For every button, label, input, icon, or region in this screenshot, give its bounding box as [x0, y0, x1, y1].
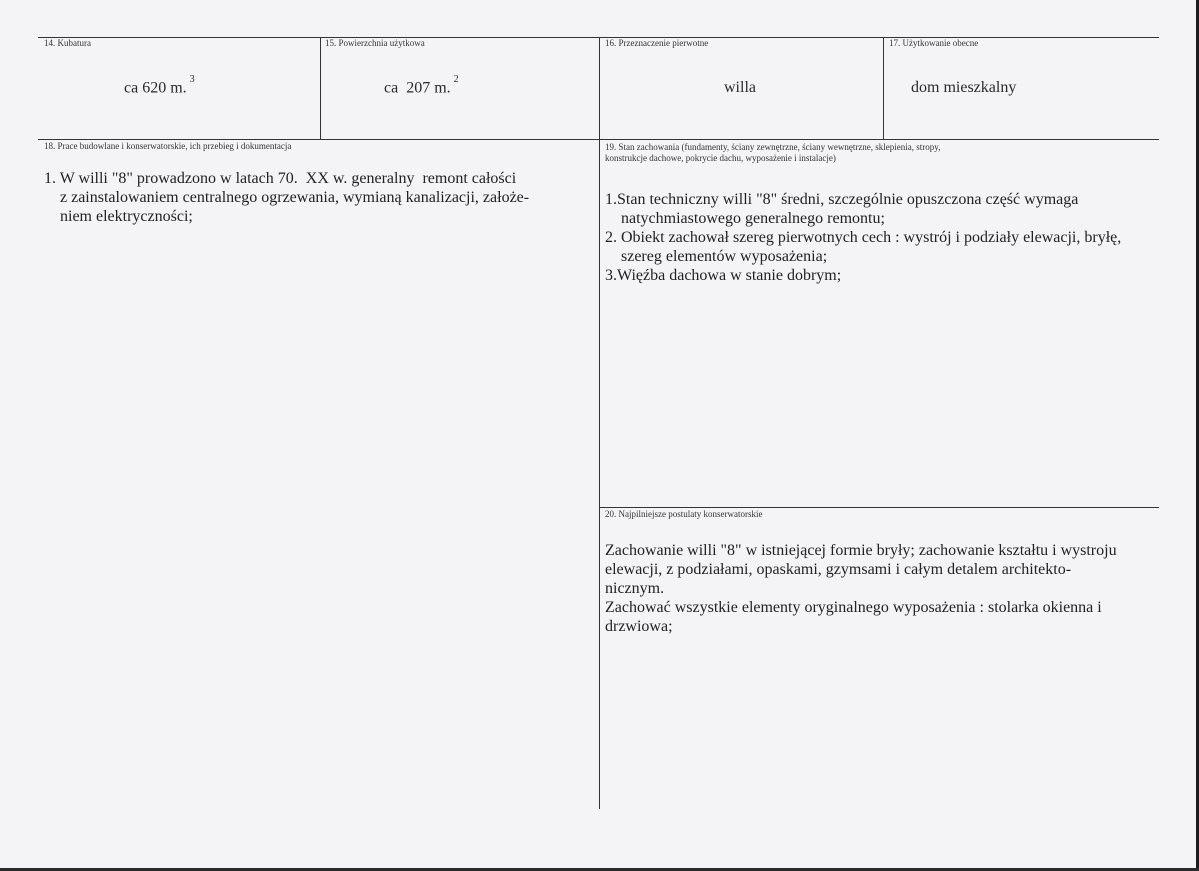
field-19-line: szereg elementów wyposażenia; [621, 248, 828, 265]
field-20-text [605, 541, 1117, 636]
field-20-line: Zachowanie willi "8" w istniejącej formie bryły; zachowanie kształtu i wystroju [605, 542, 1117, 559]
field-17-value: dom mieszkalny [911, 79, 1017, 96]
field-16-value: willa [724, 79, 756, 96]
field-14-value-text: ca 620 m. [124, 79, 187, 97]
field-15-label: 15. Powierzchnia użytkowa [325, 38, 425, 48]
field-15-value [384, 74, 459, 97]
field-19-label [605, 142, 940, 164]
field-19-line: natychmiastowego generalnego remontu; [621, 210, 885, 227]
field-18-label: 18. Prace budowlane i konserwatorskie, ich przebieg i dokumentacja [44, 141, 292, 151]
field-18-line: z zainstalowaniem centralnego ogrzewania, wymianą kanalizacji, założe- [60, 189, 530, 206]
field-17-label: 17. Użytkowanie obecne [889, 38, 979, 48]
field-14-value [124, 74, 195, 97]
field-19-line: 2. Obiekt zachował szereg pierwotnych cech : wystrój i podziały elewacji, bryłę, [605, 229, 1122, 246]
section20-top-rule [599, 507, 1159, 508]
divider-center [599, 37, 600, 809]
field-20-line: drzwiowa; [605, 618, 673, 635]
divider-16-17 [883, 37, 884, 139]
field-20-line: Zachować wszystkie elementy oryginalnego wyposażenia : stolarka okienna i [605, 599, 1102, 616]
field-18-line: niem elektryczności; [60, 208, 193, 225]
field-20-line: nicznym. [605, 580, 665, 597]
field-19-line: 3.Więźba dachowa w stanie dobrym; [605, 267, 842, 284]
field-19-label-line1: 19. Stan zachowania (fundamenty, ściany zewnętrzne, ściany wewnętrzne, sklepienia, stropy, [605, 142, 941, 152]
field-19-line: 1.Stan techniczny willi "8" średni, szczególnie opuszczona część wymaga [605, 191, 1079, 208]
field-15-value-sup: 2 [453, 74, 459, 85]
field-14-label: 14. Kubatura [44, 38, 91, 48]
field-20-label: 20. Najpilniejsze postulaty konserwatorskie [605, 509, 763, 519]
field-16-label: 16. Przeznaczenie pierwotne [605, 38, 709, 48]
field-18-text [44, 169, 529, 226]
field-19-text [605, 190, 1121, 285]
field-15-value-text: ca 207 m. [384, 79, 451, 97]
field-19-label-line2: konstrukcje dachowe, pokrycie dachu, wyposażenie i instalacje) [605, 153, 836, 163]
divider-14-15 [320, 37, 321, 139]
field-14-value-sup: 3 [189, 74, 195, 85]
field-20-line: elewacji, z podziałami, opaskami, gzymsami i całym detalem architekto- [605, 561, 1072, 578]
field-18-line: 1. W willi "8" prowadzono w latach 70. XX w. generalny remont całości [44, 170, 517, 187]
